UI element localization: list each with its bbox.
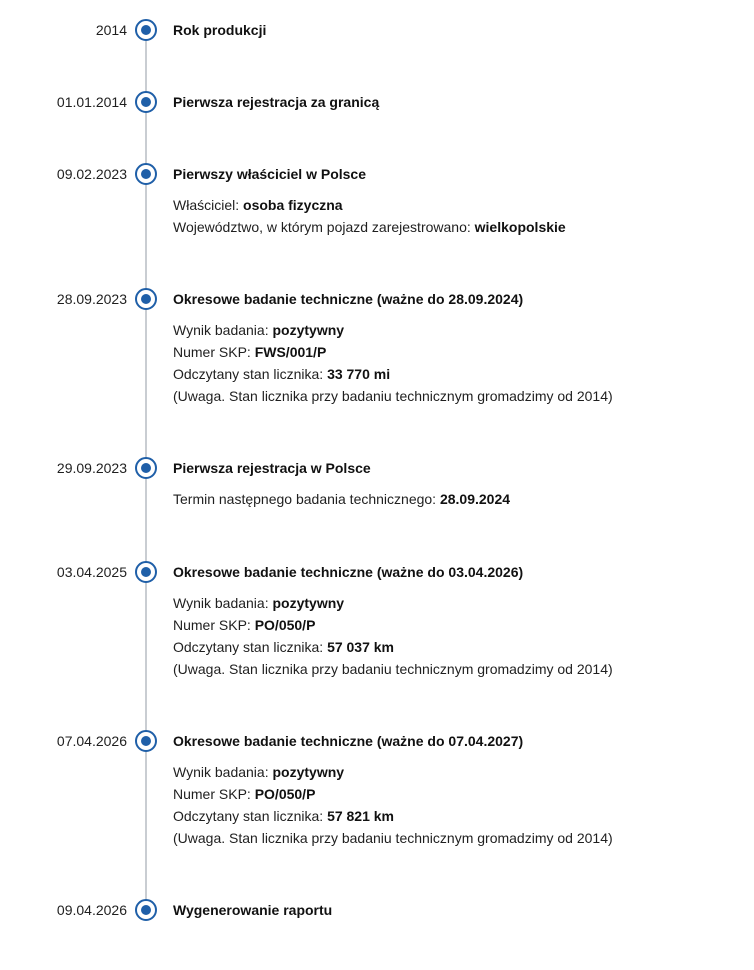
event-title: Wygenerowanie raportu [173,902,333,918]
timeline-marker-icon [135,561,157,583]
detail-label: (Uwaga. Stan licznika przy badaniu technicznym gromadzimy od 2014) [173,830,613,846]
event-title: Pierwsza rejestracja za granicą [173,94,380,110]
detail-row [173,805,613,827]
detail-value: 57 821 km [327,808,395,824]
detail-row [173,488,510,510]
detail-row [173,194,566,216]
detail-value: pozytywny [272,764,345,780]
event-date: 01.01.2014 [56,94,127,110]
detail-label: Numer SKP: [173,617,255,633]
event-date: 28.09.2023 [56,291,127,307]
detail-value: wielkopolskie [474,219,566,235]
event-details [173,488,510,510]
timeline-marker-icon [135,91,157,113]
event-details [173,194,566,238]
detail-label: Termin następnego badania technicznego: [173,491,440,507]
detail-row [173,636,613,658]
detail-label: Numer SKP: [173,786,255,802]
event-details [173,319,613,407]
event-title: Okresowe badanie techniczne (ważne do 03.04.2026) [173,564,524,580]
detail-label: Odczytany stan licznika: [173,639,328,655]
detail-value: pozytywny [272,322,345,338]
detail-label: Wynik badania: [173,764,273,780]
detail-row [173,319,613,341]
timeline-marker-icon [135,288,157,310]
event-title: Pierwsza rejestracja w Polsce [173,460,371,476]
detail-value: PO/050/P [254,617,316,633]
detail-label: Właściciel: [173,197,244,213]
detail-row [173,783,613,805]
detail-value: PO/050/P [254,786,316,802]
detail-label: Numer SKP: [173,344,255,360]
timeline-marker-icon [135,19,157,41]
detail-row [173,592,613,614]
timeline-marker-icon [135,899,157,921]
detail-label: Wynik badania: [173,322,273,338]
event-date: 09.04.2026 [56,902,127,918]
event-title: Pierwszy właściciel w Polsce [173,166,366,182]
detail-label: Odczytany stan licznika: [173,808,328,824]
event-details [173,592,613,680]
detail-value: 33 770 mi [327,366,391,382]
detail-row [173,827,613,849]
detail-row [173,658,613,680]
detail-row [173,385,613,407]
event-date: 03.04.2025 [56,564,127,580]
detail-label: Województwo, w którym pojazd zarejestrowano: [173,219,475,235]
timeline-marker-icon [135,730,157,752]
detail-value: osoba fizyczna [243,197,343,213]
event-date: 07.04.2026 [56,733,127,749]
detail-value: FWS/001/P [254,344,327,360]
detail-label: Odczytany stan licznika: [173,366,328,382]
timeline-marker-icon [135,163,157,185]
event-title: Okresowe badanie techniczne (ważne do 07.04.2027) [173,733,524,749]
detail-value: 28.09.2024 [439,491,511,507]
detail-label: (Uwaga. Stan licznika przy badaniu technicznym gromadzimy od 2014) [173,661,613,677]
timeline-marker-icon [135,457,157,479]
event-title: Okresowe badanie techniczne (ważne do 28.09.2024) [173,291,524,307]
event-date: 29.09.2023 [56,460,127,476]
detail-label: Wynik badania: [173,595,273,611]
detail-row [173,761,613,783]
detail-row [173,216,566,238]
detail-row [173,363,613,385]
event-date: 2014 [95,22,127,38]
detail-label: (Uwaga. Stan licznika przy badaniu technicznym gromadzimy od 2014) [173,388,613,404]
event-date: 09.02.2023 [56,166,127,182]
detail-row [173,341,613,363]
detail-row [173,614,613,636]
event-details [173,761,613,849]
detail-value: 57 037 km [327,639,395,655]
event-title: Rok produkcji [173,22,267,38]
detail-value: pozytywny [272,595,345,611]
